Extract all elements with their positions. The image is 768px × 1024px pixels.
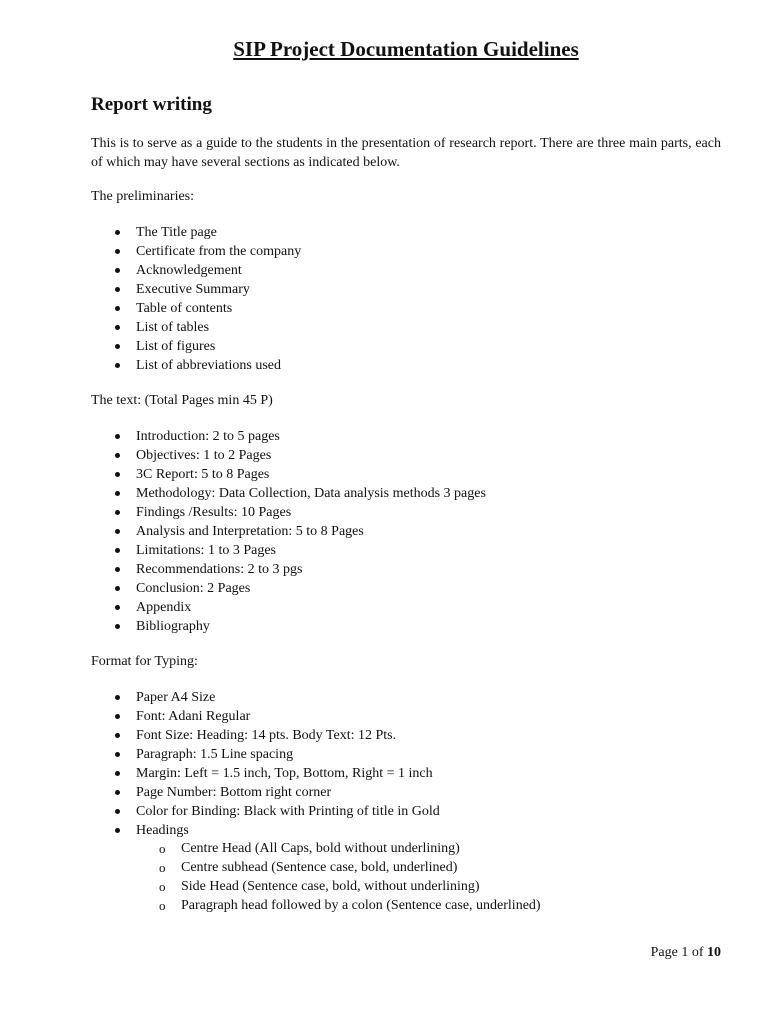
list-item: Acknowledgement bbox=[136, 261, 301, 280]
text-section-list bbox=[136, 427, 486, 636]
list-item: Headings bbox=[136, 821, 440, 840]
list-item: Page Number: Bottom right corner bbox=[136, 783, 440, 802]
preliminaries-list bbox=[136, 223, 301, 375]
format-list bbox=[136, 688, 440, 840]
list-item: Methodology: Data Collection, Data analysis methods 3 pages bbox=[136, 486, 486, 501]
list-item: List of abbreviations used bbox=[136, 356, 301, 375]
heading-styles-list bbox=[181, 839, 541, 915]
list-item: Certificate from the company bbox=[136, 244, 302, 259]
preliminaries-label: The preliminaries: bbox=[91, 189, 195, 204]
format-label: Format for Typing: bbox=[91, 654, 198, 669]
list-item: Color for Binding: Black with Printing of title in Gold bbox=[136, 804, 440, 819]
list-item: o Paragraph head followed by a colon (Sentence case, underlined) bbox=[181, 896, 541, 915]
text-section-label: The text: (Total Pages min 45 P) bbox=[91, 393, 273, 408]
total-pages: 10 bbox=[707, 945, 721, 960]
list-item: Analysis and Interpretation: 5 to 8 Pages bbox=[136, 522, 486, 541]
list-item: Bibliography bbox=[136, 617, 486, 636]
page-of: of bbox=[691, 945, 704, 960]
current-page: 1 bbox=[681, 945, 689, 960]
list-item: Executive Summary bbox=[136, 280, 301, 299]
list-item: Conclusion: 2 Pages bbox=[136, 579, 486, 598]
list-item: o Side Head (Sentence case, bold, without underlining) bbox=[181, 877, 541, 896]
list-item: Paper A4 Size bbox=[136, 688, 440, 707]
page-number bbox=[651, 943, 721, 962]
list-item: Font: Adani Regular bbox=[136, 707, 440, 726]
list-item: List of tables bbox=[136, 318, 301, 337]
list-item: Table of contents bbox=[136, 299, 301, 318]
list-item: o Centre subhead (Sentence case, bold, underlined) bbox=[181, 858, 541, 877]
list-item: Objectives: 1 to 2 Pages bbox=[136, 446, 486, 465]
list-item: The Title page bbox=[136, 223, 301, 242]
list-item: Introduction: 2 to 5 pages bbox=[136, 427, 486, 446]
page-prefix: Page bbox=[650, 945, 678, 960]
intro-paragraph: This is to serve as a guide to the students in the presentation of research report. There are three main parts, each of which may have several sections as indicated below. bbox=[91, 136, 721, 170]
list-item: Limitations: 1 to 3 Pages bbox=[136, 541, 486, 560]
list-item: Paragraph: 1.5 Line spacing bbox=[136, 745, 440, 764]
list-item: Findings /Results: 10 Pages bbox=[136, 503, 486, 522]
list-item: o Centre Head (All Caps, bold without underlining) bbox=[181, 839, 541, 858]
document-title: SIP Project Documentation Guidelines bbox=[233, 37, 579, 61]
section-heading: Report writing bbox=[91, 94, 212, 115]
list-item: Font Size: Heading: 14 pts. Body Text: 12 Pts. bbox=[136, 726, 440, 745]
list-item: Appendix bbox=[136, 598, 486, 617]
list-item: Recommendations: 2 to 3 pgs bbox=[136, 560, 486, 579]
list-item: 3C Report: 5 to 8 Pages bbox=[136, 465, 486, 484]
list-item: List of figures bbox=[136, 337, 301, 356]
list-item: Margin: Left = 1.5 inch, Top, Bottom, Right = 1 inch bbox=[136, 764, 440, 783]
